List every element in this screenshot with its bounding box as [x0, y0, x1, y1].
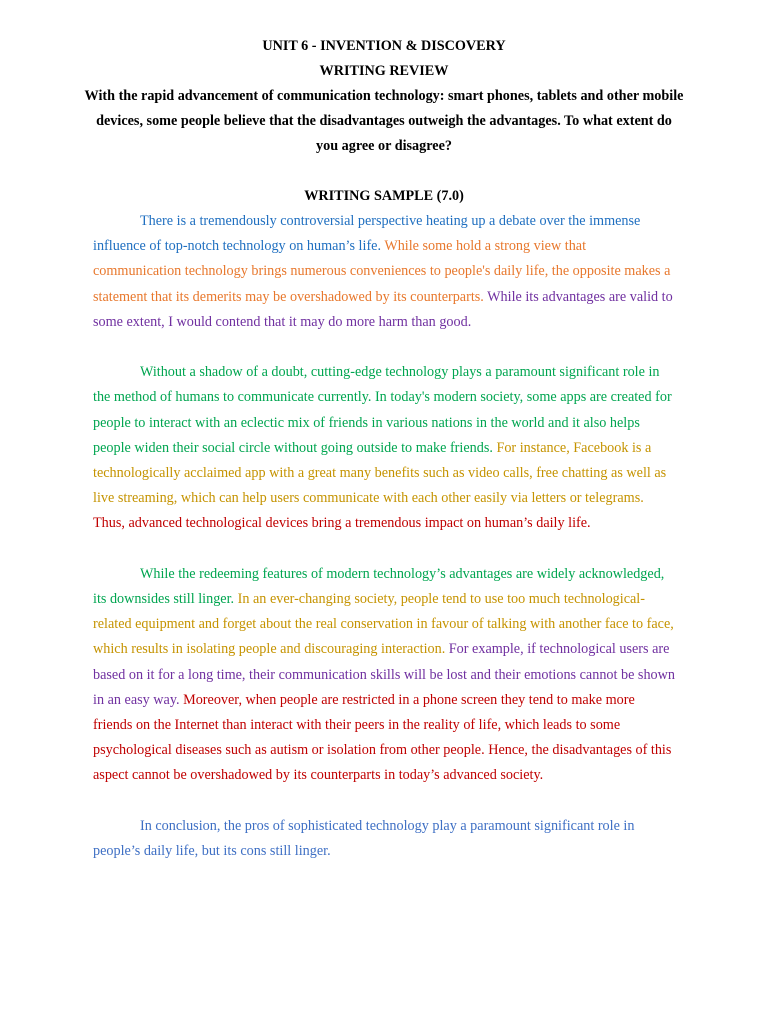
body2-sentence-1: While the redeeming features of modern technology’s advantages are widely acknowledged, its downsides still linger.: [93, 565, 665, 608]
intro-sentence-2: While some hold a strong view that communication technology brings numerous conveniences to people's daily life, the opposite makes a statement that its demerits may be overshadowed by its counterparts.: [93, 238, 671, 305]
body2-sentence-4: Moreover, when people are restricted in a phone screen they tend to make more friends on the Internet than interact with their peers in the reality of life, which leads to some psychological diseases such as autism or isolation from other people. Hence, the disadvantages of this aspect cannot be overshadowed by its counterparts in today’s advanced society.: [93, 691, 672, 784]
body2-sentence-2: In an ever-changing society, people tend to use too much technological-related equipment and forget about the real conservation in favour of talking with another face to face, which results in isolating people and discouraging interaction.: [93, 591, 674, 658]
body1-sentence-3: Thus, advanced technological devices bring a tremendous impact on human’s daily life.: [93, 515, 591, 532]
document-header: [84, 34, 684, 159]
body1-sentence-2: For instance, Facebook is a technologically acclaimed app with a great many benefits such as video calls, free chatting as well as live streaming, which can help users communicate with each other easily via letters or telegrams.: [93, 439, 667, 507]
body1-sentence-1: Without a shadow of a doubt, cutting-edge technology plays a paramount significant role in the method of humans to communicate currently. In today's modern society, some apps are created for people to interact with an eclectic mix of friends in various nations in the world and it also helps people widen their social circle without going outside to make friends.: [93, 364, 672, 456]
conclusion-paragraph: [93, 814, 675, 864]
essay-body: [93, 209, 675, 864]
essay-prompt: With the rapid advancement of communication technology: smart phones, tablets and other mobile devices, some people believe that the disadvantages outweigh the advantages. To what extent do you agree or disagree?: [84, 88, 684, 154]
intro-paragraph: [93, 209, 675, 335]
sample-title: WRITING SAMPLE (7.0): [304, 188, 464, 204]
body2-sentence-3: For example, if technological users are based on it for a long time, their communication skills will be lost and their emotions cannot be shown in an easy way.: [93, 641, 675, 708]
section-title: WRITING REVIEW: [319, 63, 449, 79]
conclusion-sentence-1: In conclusion, the pros of sophisticated technology play a paramount significant role in people’s daily life, but its cons still linger.: [93, 817, 635, 860]
intro-sentence-3: While its advantages are valid to some extent, I would contend that it may do more harm than good.: [93, 288, 673, 330]
unit-title: UNIT 6 - INVENTION & DISCOVERY: [262, 38, 506, 54]
body-paragraph-1: [93, 360, 675, 536]
document-page: [84, 34, 684, 864]
intro-sentence-1: There is a tremendously controversial perspective heating up a debate over the immense influence of top-notch technology on human’s life.: [93, 213, 641, 255]
body-paragraph-2: [93, 562, 675, 789]
